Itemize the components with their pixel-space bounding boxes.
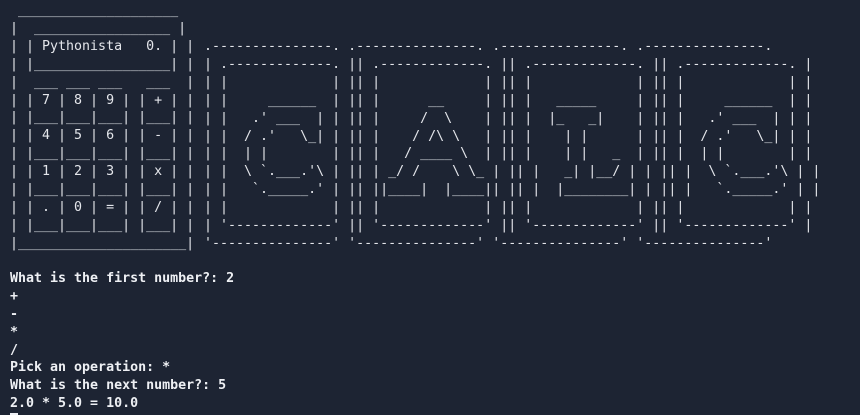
calculator-ascii-art: ____________________ | _________________ | | | Pythonista 0. | | | |_________________| | | ___ ___ ___ ___ | | | 7 | 8 | 9 | | + | | | |___|___|___| |___| | | | 4 | 5 | 6 | | - | | | |___|___|___| |___| | | | 1 | 2 | 3 | | x | | | |___|___|___| |___| | | | . | 0 | = | | / | | | |___|___|___| |___| | |_____________________| xyxy=(10,3,195,251)
prompt-next-number: What is the next number?: 5 xyxy=(10,378,227,394)
prompt-first-number: What is the first number?: 2 xyxy=(10,271,235,286)
calculation-result: 2.0 * 5.0 = 10.0 xyxy=(10,396,139,412)
operation-option-subtract: - xyxy=(10,306,19,322)
prompt-operation: Pick an operation: * xyxy=(10,360,171,376)
operation-option-divide: / xyxy=(10,342,19,358)
program-output xyxy=(10,270,234,415)
calc-title-ascii-art: .---------------. .---------------. .---------------. .---------------. | .-------------. || .-------------. || .-------------. || .-------------. | | | | || | | || | | || | | | | | ______ | || | __ | || | _____ | || | ______ | | | | .' ___ | | || | / \ | || | |_ _| | || | .' ___ | | | | | / .' \_| | || | / /\ \ | || | | | | || | / .' \_| | | | | | | | || | / ____ \ | || | | | _ | || | | | | | | | \ `.___.'\ | || | _/ / \ \_ | || | _| |__/ | | || | \ `.___.'\ | | | | `._____.' | || ||____| |____|| || | |________| | || | `._____.' | | | | | || | | || | | || | | | | '-------------' || '-------------' || '-------------' || '-------------' | '---------------' '---------------' '---------------' '---------------' xyxy=(204,39,821,251)
operation-option-add: + xyxy=(10,288,19,304)
operation-option-multiply: * xyxy=(10,324,19,340)
